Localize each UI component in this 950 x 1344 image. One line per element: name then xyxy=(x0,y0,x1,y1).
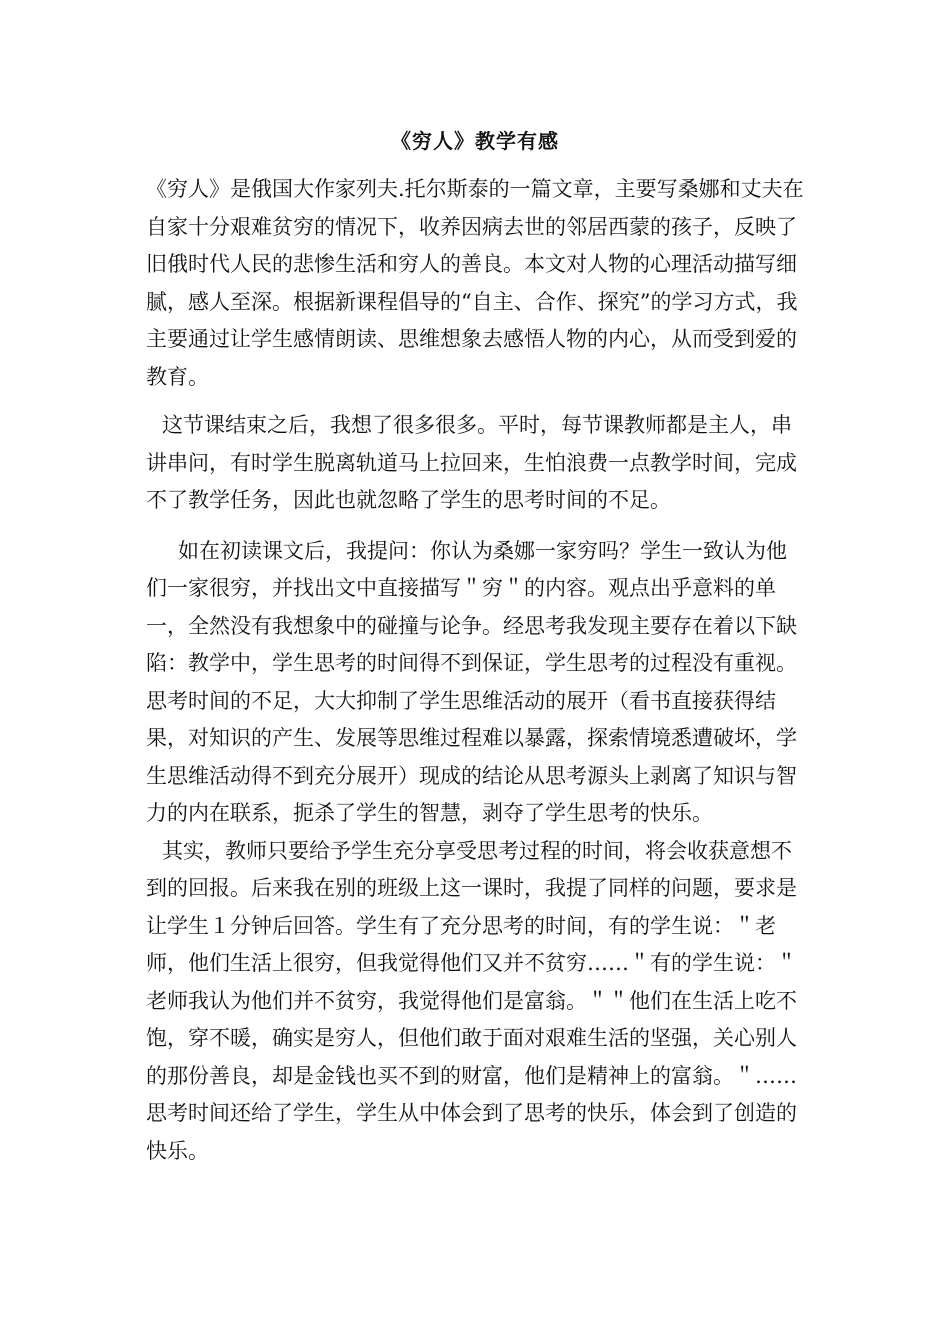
paragraph-intro: 《穷人》是俄国大作家列夫.托尔斯泰的一篇文章，主要写桑娜和丈夫在自家十分艰难贫穷的情况下，收养因病去世的邻居西蒙的孩子，反映了旧俄时代人民的悲惨生活和穷人的善良。本文对人物的心理活动描写细腻，感人至深。根据新课程倡导的“自主、合作、探究”的学习方式，我主要通过让学生感情朗读、思维想象去感悟人物的内心，从而受到爱的教育。 xyxy=(146,177,804,389)
document-body xyxy=(146,171,806,1170)
document-title: 《穷人》教学有感 xyxy=(391,129,559,153)
paragraph-example: 如在初读课文后，我提问：你认为桑娜一家穷吗？学生一致认为他们一家很穷，并找出文中直接描写＂穷＂的内容。观点出乎意料的单一，全然没有我想象中的碰撞与论争。经思考我发现主要存在着以下缺陷：教学中，学生思考的时间得不到保证，学生思考的过程没有重视。思考时间的不足，大大抑制了学生思维活动的展开（看书直接获得结果，对知识的产生、发展等思维过程难以暴露，探索情境悉遭破坏，学生思维活动得不到充分展开）现成的结论从思考源头上剥离了知识与智力的内在联系，扼杀了学生的智慧，剥夺了学生思考的快乐。 xyxy=(146,538,797,825)
paragraph-reflection: 这节课结束之后，我想了很多很多。平时，每节课教师都是主人，串讲串问，有时学生脱离轨道马上拉回来，生怕浪费一点教学时间，完成不了教学任务，因此也就忽略了学生的思考时间的不足。 xyxy=(146,413,797,512)
paragraph-conclusion: 其实，教师只要给予学生充分享受思考过程的时间，将会收获意想不到的回报。后来我在别的班级上这一课时，我提了同样的问题，要求是让学生１分钟后回答。学生有了充分思考的时间，有的学生说：＂老师，他们生活上很穷，但我觉得他们又并不贫穷……＂有的学生说：＂老师我认为他们并不贫穷，我觉得他们是富翁。＂＂他们在生活上吃不饱，穿不暖，确实是穷人，但他们敢于面对艰难生活的坚强，关心别人的那份善良，却是金钱也买不到的财富，他们是精神上的富翁。＂……思考时间还给了学生，学生从中体会到了思考的快乐，体会到了创造的快乐。 xyxy=(146,838,797,1163)
